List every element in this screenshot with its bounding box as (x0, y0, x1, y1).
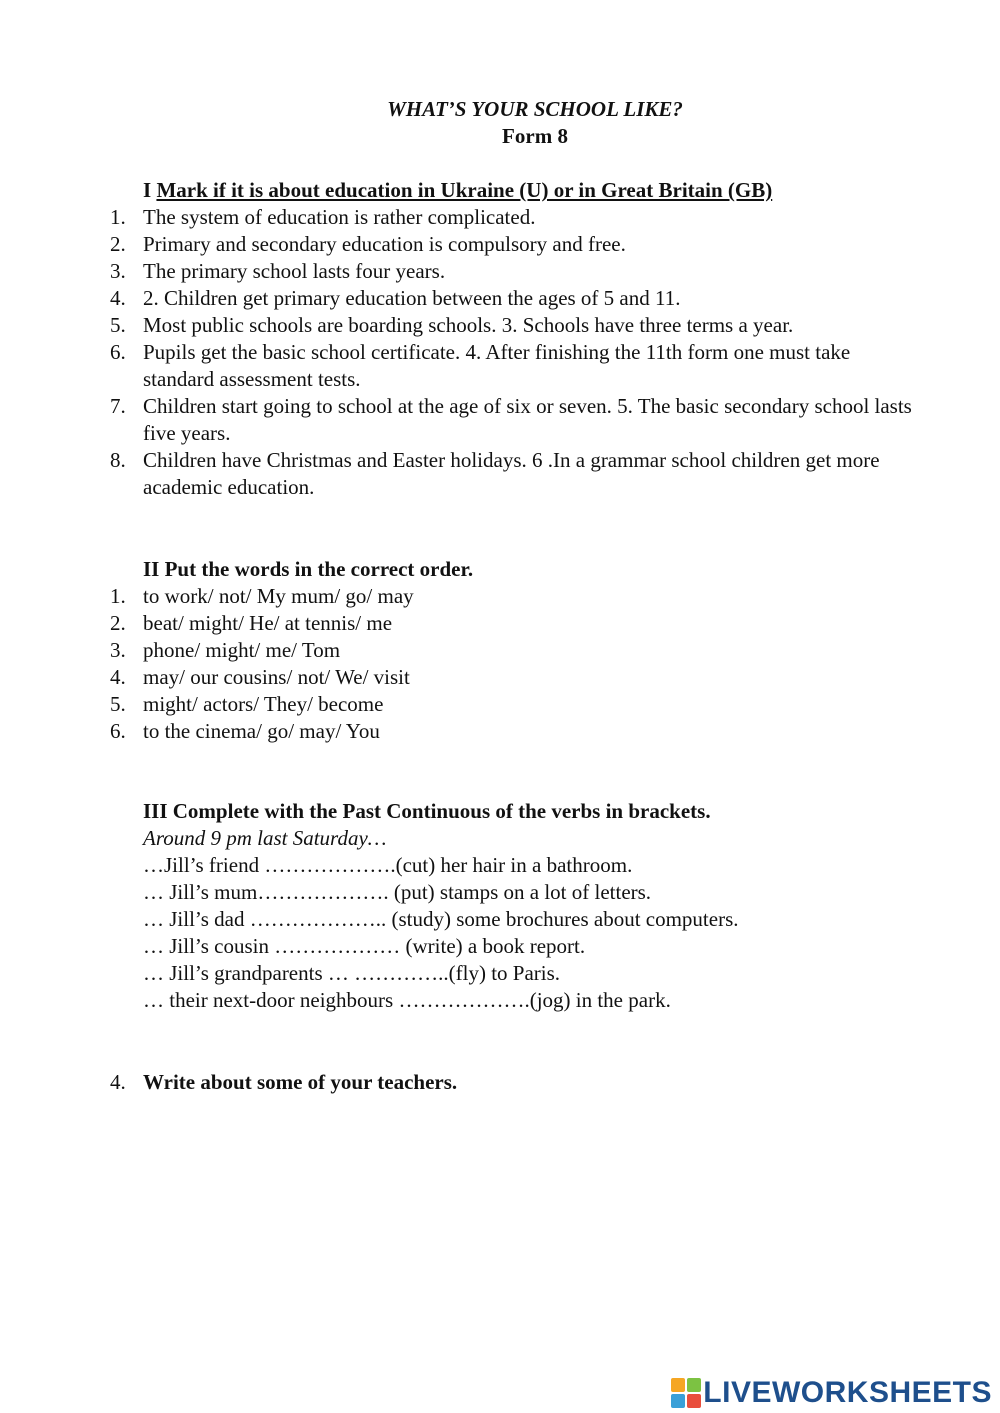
item-text: Pupils get the basic school certificate. 4. After finishing the 11th form one must take standard assessment tests. (143, 340, 851, 391)
item-text: phone/ might/ me/ Tom (143, 638, 341, 662)
list-item (0, 312, 918, 339)
item-text: may/ our cousins/ not/ We/ visit (143, 665, 410, 689)
worksheet-subtitle: Form 8 (502, 124, 568, 148)
list-item (0, 447, 918, 501)
item-number: 3. (110, 259, 126, 283)
section2-heading: II Put the words in the correct order. (143, 557, 474, 581)
gap-fill-line: … Jill’s grandparents … …………..(fly) to Paris. (143, 961, 561, 985)
list-item (0, 718, 918, 745)
item-number: 4. (110, 665, 126, 689)
section1-heading-text: Mark if it is about education in Ukraine (U) or in Great Britain (GB) (156, 178, 773, 202)
item-text: 2. Children get primary education between the ages of 5 and 11. (143, 286, 681, 310)
item-number: 1. (110, 205, 126, 229)
section1-list (0, 204, 918, 501)
item-text: Primary and secondary education is compulsory and free. (143, 232, 626, 256)
section4-task (110, 1069, 457, 1096)
item-text: to the cinema/ go/ may/ You (143, 719, 380, 743)
item-number: 7. (110, 394, 126, 418)
item-number: 5. (110, 313, 126, 337)
section1-heading (143, 177, 772, 204)
brand-name: LIVEWORKSHEETS (703, 1376, 992, 1409)
item-number: 3. (110, 638, 126, 662)
list-item (0, 231, 918, 258)
item-text: Most public schools are boarding schools. 3. Schools have three terms a year. (143, 313, 794, 337)
item-number: 8. (110, 448, 126, 472)
gap-fill-line: … Jill’s cousin ……………… (write) a book report. (143, 934, 586, 958)
gap-fill-line: … Jill’s mum………………. (put) stamps on a lot of letters. (143, 880, 652, 904)
item-number: 2. (110, 232, 126, 256)
list-item (0, 583, 918, 610)
item-text: The system of education is rather complicated. (143, 205, 536, 229)
section2-list (0, 583, 918, 745)
list-item (0, 610, 918, 637)
item-number: 6. (110, 719, 126, 743)
gap-fill-line: … Jill’s dad ……………….. (study) some brochures about computers. (143, 907, 739, 931)
section3-heading: III Complete with the Past Continuous of the verbs in brackets. (143, 799, 711, 823)
section3-lines (143, 825, 739, 1014)
list-item (0, 339, 918, 393)
worksheet-title: WHAT’S YOUR SCHOOL LIKE? (387, 97, 683, 121)
liveworksheets-brand[interactable] (671, 1376, 992, 1410)
item-text: Children have Christmas and Easter holidays. 6 .In a grammar school children get more academic education. (143, 448, 880, 499)
list-item (0, 204, 918, 231)
item-number: 6. (110, 340, 126, 364)
list-item (0, 637, 918, 664)
item-number: 4. (110, 286, 126, 310)
list-item (0, 258, 918, 285)
liveworksheets-logo-icon (671, 1378, 701, 1408)
gap-fill-line: …Jill’s friend ……………….(cut) her hair in a bathroom. (143, 853, 633, 877)
item-text: The primary school lasts four years. (143, 259, 446, 283)
section4-text: Write about some of your teachers. (143, 1070, 458, 1094)
list-item (0, 285, 918, 312)
section1-prefix: I (143, 178, 157, 202)
list-item (0, 664, 918, 691)
item-number: 1. (110, 584, 126, 608)
item-text: to work/ not/ My mum/ go/ may (143, 584, 414, 608)
item-number: 4. (110, 1070, 126, 1094)
item-text: beat/ might/ He/ at tennis/ me (143, 611, 393, 635)
gap-fill-line: … their next-door neighbours ……………….(jog) in the park. (143, 988, 671, 1012)
item-number: 5. (110, 692, 126, 716)
item-text: might/ actors/ They/ become (143, 692, 384, 716)
section3-intro: Around 9 pm last Saturday… (143, 826, 387, 850)
list-item (0, 393, 918, 447)
item-number: 2. (110, 611, 126, 635)
list-item (0, 691, 918, 718)
item-text: Children start going to school at the age of six or seven. 5. The basic secondary school lasts five years. (143, 394, 912, 445)
